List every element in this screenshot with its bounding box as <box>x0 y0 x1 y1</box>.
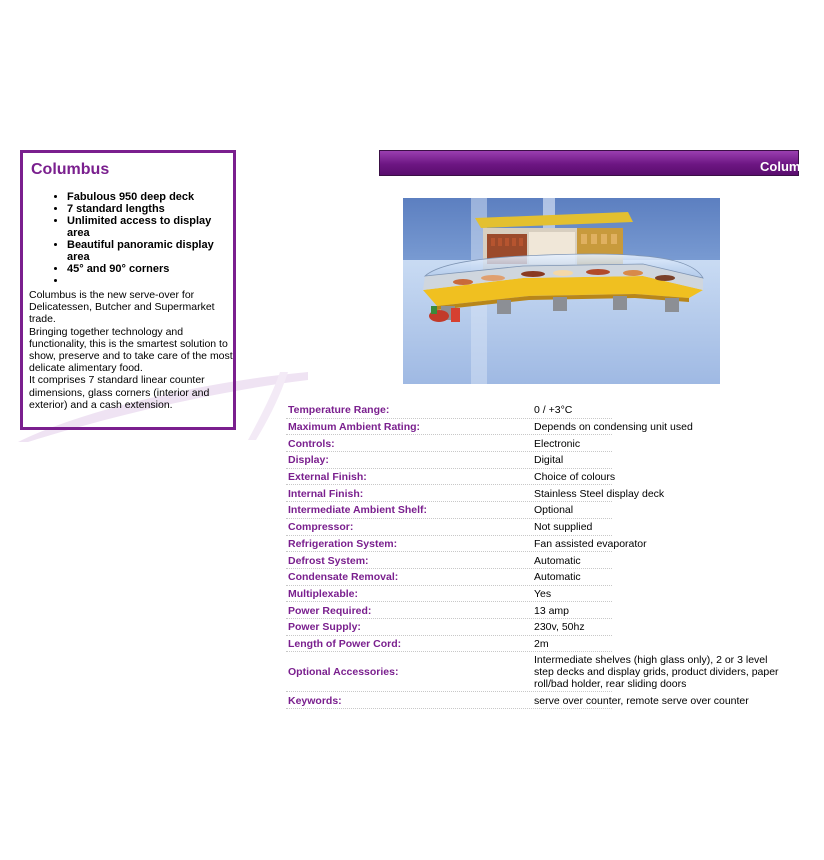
spec-label: Multiplexable: <box>288 587 359 600</box>
spec-value: Optional <box>534 504 574 517</box>
spec-label: Compressor: <box>288 521 354 534</box>
spec-row <box>286 552 808 569</box>
spec-value: serve over counter, remote serve over counter <box>534 694 749 707</box>
spec-value: Intermediate shelves (high glass only), 2 or 3 level step decks and display grids, product dividers, paper roll/bad holder, rear sliding doors <box>534 654 779 691</box>
spec-label: Maximum Ambient Rating: <box>288 421 421 434</box>
spec-row <box>286 636 808 653</box>
spec-row <box>286 469 808 486</box>
spec-row <box>286 402 808 419</box>
spec-row <box>286 435 808 452</box>
product-title: Columbus <box>31 161 110 178</box>
spec-value: Automatic <box>534 571 581 584</box>
spec-label: Defrost System: <box>288 554 369 567</box>
product-photo <box>403 198 720 384</box>
header-bar-title: Columbus <box>760 159 824 174</box>
spec-label: Display: <box>288 454 329 467</box>
description-paragraph: It comprises 7 standard linear counter dimensions, glass corners (interior and exterior) and a cash extension. <box>29 374 210 411</box>
spec-value: 13 amp <box>534 604 570 617</box>
spec-label: Controls: <box>288 437 335 450</box>
feature-list <box>31 191 233 287</box>
spec-label: Power Supply: <box>288 621 361 634</box>
spec-label: Condensate Removal: <box>288 571 399 584</box>
spec-label: Length of Power Cord: <box>288 637 402 650</box>
spec-value: Automatic <box>534 554 581 567</box>
feature-item: • Fabulous 950 deep deck <box>67 191 233 203</box>
spec-value: 230v, 50hz <box>534 621 585 634</box>
spec-value: Not supplied <box>534 521 593 534</box>
spec-value: Stainless Steel display deck <box>534 487 665 500</box>
spec-label: Refrigeration System: <box>288 537 398 550</box>
spec-row <box>286 419 808 436</box>
spec-value: Digital <box>534 454 564 467</box>
spec-row <box>286 586 808 603</box>
spec-value: Depends on condensing unit used <box>534 421 693 434</box>
spec-row <box>286 519 808 536</box>
product-description <box>29 289 239 411</box>
spec-row <box>286 452 808 469</box>
spec-row <box>286 569 808 586</box>
spec-label: Internal Finish: <box>288 487 364 500</box>
spec-label: Power Required: <box>288 604 372 617</box>
feature-item: • Unlimited access to display area <box>67 215 233 239</box>
description-paragraph: Columbus is the new serve-over for Delicatessen, Butcher and Supermarket trade. <box>29 289 215 326</box>
spec-value: Fan assisted evaporator <box>534 537 647 550</box>
feature-item: • 45° and 90° corners <box>67 263 233 275</box>
spec-label: Optional Accessories: <box>288 666 399 679</box>
header-bar <box>379 150 824 176</box>
spec-value: Electronic <box>534 437 581 450</box>
spec-row <box>286 602 808 619</box>
spec-row <box>286 485 808 502</box>
spec-label: Keywords: <box>288 694 342 707</box>
spec-value: 2m <box>534 637 549 650</box>
spec-row <box>286 692 808 709</box>
description-paragraph: Bringing together technology and functionality, this is the smartest solution to show, preserve and to take care of the most delicate alimentary food. <box>29 325 233 375</box>
spec-row <box>286 536 808 553</box>
specification-table <box>286 402 808 709</box>
display-counter-illustration <box>403 198 720 384</box>
feature-item-empty <box>67 275 233 287</box>
spec-row <box>286 502 808 519</box>
spec-label: Intermediate Ambient Shelf: <box>288 504 428 517</box>
spec-value: Yes <box>534 587 552 600</box>
spec-label: Temperature Range: <box>288 404 390 417</box>
feature-item: • Beautiful panoramic display area <box>67 239 233 263</box>
feature-item: • 7 standard lengths <box>67 203 233 215</box>
spec-label: External Finish: <box>288 471 367 484</box>
spec-value: 0 / +3°C <box>534 404 573 417</box>
spec-value: Choice of colours <box>534 471 616 484</box>
spec-row <box>286 652 808 692</box>
spec-row <box>286 619 808 636</box>
